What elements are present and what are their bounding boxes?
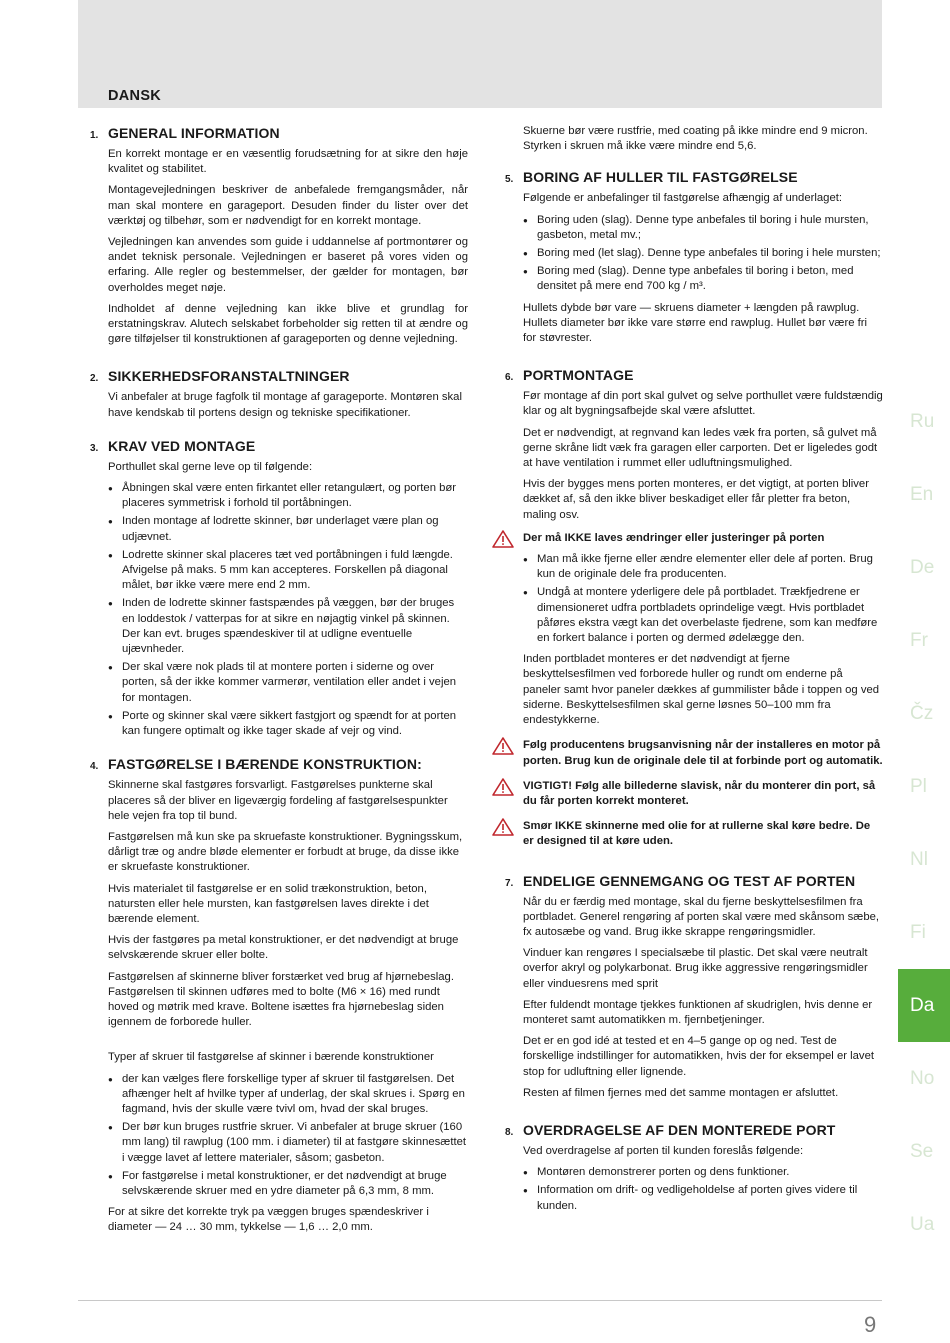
- section-title: KRAV VED MONTAGE: [108, 437, 256, 454]
- section-number: 2.: [90, 373, 99, 385]
- language-tab-se[interactable]: Se: [910, 1140, 934, 1162]
- section-title: GENERAL INFORMATION: [108, 125, 280, 141]
- language-tab-en[interactable]: En: [910, 483, 934, 505]
- section-safety: [78, 367, 468, 420]
- paragraph: Fastgørelsen af skinnerne bliver forstærket ved brug af hjørnebeslag. Fastgørelsen til skinnen udføres med to bolte (M6 × 16) med rundt hoved og møtrik med krave. Boltene isættes fra hjørnebeslag siden igennem de forborede huller.: [108, 970, 454, 1029]
- paragraph: Før montage af din port skal gulvet og selve porthullet være fuldstændig klar og alt bygningsafbejde skal være afsluttet.: [523, 390, 883, 418]
- section-gate-mounting: [493, 366, 883, 849]
- section-title: OVERDRAGELSE AF DEN MONTEREDE PORT: [523, 1121, 836, 1138]
- language-tab-ru[interactable]: Ru: [910, 410, 935, 432]
- paragraph: Resten af filmen fjernes med det samme montagen er afsluttet.: [523, 1086, 839, 1099]
- language-tabs: [898, 385, 950, 1261]
- paragraph: Inden portbladet monteres er det nødvendigt at fjerne beskyttelsesfilmen ved forborede huller og rundt om enderne på paneler samt hvor paneler dækkes af gummilister både i toppen og ved siderne. Beskyttelsesfilmen skal gerne løsnes 50–100 mm fra endestykkerne.: [523, 653, 880, 727]
- paragraph: Vi anbefaler at bruge fagfolk til montage af garageporte. Montøren skal have kendskab til portens design og tekniske specifikationer.: [108, 391, 462, 419]
- spacer: [108, 1036, 468, 1050]
- section-drilling: [493, 168, 883, 346]
- language-tab-no[interactable]: No: [910, 1067, 935, 1089]
- right-column: [493, 124, 883, 1230]
- paragraph: Når du er færdig med montage, skal du fjerne beskyttelsesfilmen fra portbladet. Generel rengøring af porten skal være med skånsom sæbe, fx autosæbe og vand. Brug ikke skrappe rengøringsmidler.: [523, 895, 880, 938]
- page-number: 9: [864, 1312, 877, 1337]
- warning-text: VIGTIGT! Følg alle billederne slavisk, når du monterer din port, så du får porten korrekt monteret.: [523, 779, 876, 807]
- list-item: ● Undgå at montere yderligere dele på portbladet. Trækfjedrene er dimensioneret udfra portbladets oprindelige vægt. Hvis portbladet påføres ekstra vægt kan det overbelaste fjedrene, som kan medføre en forkert balance i porten og dermed ødelægge den.: [523, 585, 883, 646]
- language-tab-pl[interactable]: Pl: [910, 775, 927, 797]
- paragraph: Hullets dybde bør vare — skruens diameter + længden på rawplug. Hullets diameter bør ikke vare større end rawplug. Hullet bør være fri for støvrester.: [523, 301, 868, 345]
- header-band: [78, 0, 882, 108]
- bullet-list: [108, 481, 468, 739]
- section-title: ENDELIGE GENNEMGANG OG TEST AF PORTEN: [523, 872, 856, 889]
- list-item: ● Der bør kun bruges rustfrie skruer. Vi anbefaler at bruge skruer (160 mm lang) til rawplug (100 mm. i diameter) til at fastgøre skinnesættet i væggе lavet af lettere materialer, såsom; gasbeton.: [108, 1120, 468, 1166]
- language-tab-da[interactable]: Da: [898, 969, 950, 1042]
- footer-divider: [78, 1300, 882, 1301]
- paragraph: Ved overdragelse af porten til kunden foreslås følgende:: [523, 1144, 804, 1157]
- language-tab-fr[interactable]: Fr: [910, 629, 928, 651]
- language-tab-nl[interactable]: Nl: [910, 848, 928, 870]
- bullet-list: [523, 213, 883, 295]
- paragraph: Montagevejledningen beskriver de anbefalede fremgangsmåder, når man skal montere en garageport. Desuden finder du lister over det værktøj og tilbehør, som er nødvendigt for en korrekt montage.: [108, 184, 468, 227]
- section-number: 1.: [90, 130, 99, 141]
- paragraph: Hvis materialet til fastgørelse er en solid trækonstruktion, beton, natursten eller hele mursten, kan fastgørelsen laves direkte i det bærende element.: [108, 882, 429, 925]
- section-number: 7.: [505, 877, 514, 889]
- paragraph: En korrekt montage er en væsentlig forudsætning for at sikre den høje kvalitet og stabilitet.: [108, 148, 468, 176]
- paragraph: Følgende er anbefalinger til fastgørelse afhængig af underlaget:: [523, 192, 843, 205]
- language-tab-fi[interactable]: Fi: [910, 921, 926, 943]
- list-item: ● Man må ikke fjerne eller ændre elementer eller dele af porten. Brug kun de originale dele fra producenten.: [523, 552, 883, 582]
- paragraph: Fastgørelsen må kun ske pa skruefaste konstruktioner. Bygningsskum, dårligt træ og andre bløde elementer er forbudt at bruge, da disse ikke er skruefaste konstruktioner.: [108, 830, 463, 874]
- section-title: PORTMONTAGE: [523, 367, 634, 384]
- warning-icon: [492, 737, 514, 755]
- section-number: 6.: [505, 372, 514, 384]
- section-handover: [493, 1121, 883, 1214]
- section-screws-continued: [493, 124, 883, 154]
- section-number: 4.: [90, 761, 99, 773]
- list-item: ● Boring med (let slag). Denne type anbefales til boring i hele mursten;: [523, 246, 883, 261]
- section-number: 8.: [505, 1126, 514, 1138]
- list-item: ● Inden montage af lodrette skinner, bør underlaget være plan og udjævnet.: [108, 514, 468, 544]
- section-title: FASTGØRELSE I BÆRENDE KONSTRUKTION:: [108, 756, 422, 773]
- section-number: 3.: [90, 442, 99, 454]
- bullet-list: [523, 552, 883, 646]
- warning-note: [523, 779, 883, 809]
- section-fastening: [78, 755, 468, 1235]
- list-item: ● Information om drift- og vedligeholdelse af porten gives videre til kunden.: [523, 1183, 883, 1213]
- paragraph: Vinduer kan rengøres I specialsæbe til plastic. Det skal være neutralt overfor akryl og polykarbonat. Brug ikke aggressive rengøringsmidler eller vinduesrens med sprit: [523, 947, 868, 990]
- bullet-list: [108, 1072, 468, 1200]
- list-item: ● Boring med (slag). Denne type anbefales til boring i beton, med densitet på mere end 700 kg / m³.: [523, 264, 883, 294]
- section-requirements: [78, 437, 468, 739]
- warning-text: Følg producentens brugsanvisning når der installeres en motor på porten. Brug kun de originale dele til at forbinde port og automatik.: [523, 739, 883, 767]
- language-tab-cz[interactable]: Čz: [910, 702, 934, 724]
- language-heading: DANSK: [108, 88, 162, 104]
- list-item: ● Inden de lodrette skinner fastspændes på væggen, bør der bruges en loddestok / vatterpas for at sikre en nøjagtig vinkel på skinnen. Der kan evt. bruges spændeskiver til at udligne eventuelle ujævnheder.: [108, 596, 468, 657]
- paragraph: Det er nødvendigt, at regnvand kan ledes væk fra porten, så gulvet må gerne skråne lidt væk fra garagen eller carporten. Det er ligeledes godt at have ventilation i rummet eller udluftningsmulighed.: [523, 426, 878, 470]
- paragraph: For at sikre det korrekte tryk pa væggen bruges spændeskriver i diameter — 24 … 30 mm, tykkelse — 1,6 … 2,0 mm.: [108, 1206, 429, 1234]
- section-final-inspection: [493, 872, 883, 1101]
- section-title: SIKKERHEDSFORANSTALTNINGER: [108, 368, 350, 385]
- paragraph: Skinnerne skal fastgøres forsvarligt. Fastgørelses punkterne skal placeres så der bliver en ligeværgig fordeling af fastgørelsespunkter hele vejen fra top til bund.: [108, 779, 448, 822]
- list-item: ● der kan vælges flere forskellige typer af skruer til fastgørelsen. Det afhænger helt af hvilke typer af underlag, der skal skrues i. Spørg en fagmand, hvis der skulle være tvivl om, hvad der skal bruges.: [108, 1072, 468, 1118]
- paragraph: Efter fuldendt montage tjekkes funktionen af skudriglen, hvis denne er monteret samt automatikken m. fjernbetjeninger.: [523, 998, 873, 1026]
- warning-icon: [492, 530, 514, 548]
- left-column: [78, 124, 468, 1252]
- list-item: ● For fastgørelse i metal konstruktioner, er det nødvendigt at bruge selvskærende skruer med en ydre diameter på 6,3 mm, 8 mm.: [108, 1169, 468, 1199]
- paragraph: Hvis der bygges mens porten monteres, er det vigtigt, at porten bliver dækket af, så den ikke bliver beskadiget eller får pletter fra beton, maling osv.: [523, 478, 869, 521]
- paragraph: Porthullet skal gerne leve op til følgende:: [108, 460, 313, 473]
- warning-note: [523, 738, 883, 768]
- warning-icon: [492, 778, 514, 796]
- section-general-information: [78, 124, 468, 347]
- language-tab-ua[interactable]: Ua: [910, 1213, 935, 1235]
- paragraph: Det er en god idé at tested et en 4–5 gange op og ned. Test de forskellige indstillinger for automatikken, hvis der for eksempel er lavet stop for udluftning eller lignende.: [523, 1035, 874, 1078]
- warning-note: [523, 531, 883, 546]
- section-title: BORING AF HULLER TIL FASTGØRELSE: [523, 169, 798, 186]
- section-number: 5.: [505, 174, 514, 186]
- paragraph: Skuerne bør være rustfrie, med coating på ikke mindre end 9 micron. Styrken i skruen må ikke være mindre end 5,6.: [523, 125, 868, 153]
- list-item: ● Der skal være nok plads til at montere porten i siderne og over porten, så der ikke kommer varmerør, ventilation eller andet i vejen for montagen.: [108, 660, 468, 706]
- list-item: ● Montøren demonstrerer porten og dens funktioner.: [523, 1165, 883, 1180]
- warning-text: Der må IKKE laves ændringer eller justeringer på porten: [523, 531, 825, 544]
- language-tab-de[interactable]: De: [910, 556, 935, 578]
- warning-icon: [492, 818, 514, 836]
- subheading: Typer af skruer til fastgørelse af skinner i bærende konstruktioner: [108, 1051, 434, 1064]
- paragraph: Vejledningen kan anvendes som guide i uddannelse af portmontører og andet teknisk personale. Vejledningen er baseret på vores viden og erfaring. Alle regler og bestemmelser, der gælder for montagen, bør overholdes meget nøje.: [108, 236, 468, 294]
- paragraph: Indholdet af denne vejledning kan ikke blive et grundlag for erstatningskrav. Alutech selskabet forbeholder sig retten til at ændre og gøre tilføjelser til konstruktionen af garageporten og denne vejledning.: [108, 302, 468, 346]
- list-item: ● Porte og skinner skal være sikkert fastgjort og spændt for at porten kan fungere optimalt og ikke tager skade af vejr og vind.: [108, 709, 468, 739]
- bullet-list: [523, 1165, 883, 1214]
- list-item: ● Åbningen skal være enten firkantet eller retangulært, og porten bør placeres symmetrisk i forhold til portåbningen.: [108, 481, 468, 511]
- list-item: ● Boring uden (slag). Denne type anbefales til boring i hule mursten, gasbeton, metal mv.;: [523, 213, 883, 243]
- list-item: ● Lodrette skinner skal placeres tæt ved portåbningen i fuld længde. Afvigelse på maks. 5 mm kan accepteres. Forskellen på diagonal målet, bør ikke være mere end 2 mm.: [108, 548, 468, 594]
- paragraph: Hvis der fastgøres pa metal konstruktioner, er det nødvendigt at bruge selvskærende skruer eller bolte.: [108, 934, 459, 962]
- warning-text: Smør IKKE skinnerne med olie for at rullerne skal køre bedre. De er designed til at køre uden.: [523, 820, 871, 848]
- warning-note: [523, 819, 883, 849]
